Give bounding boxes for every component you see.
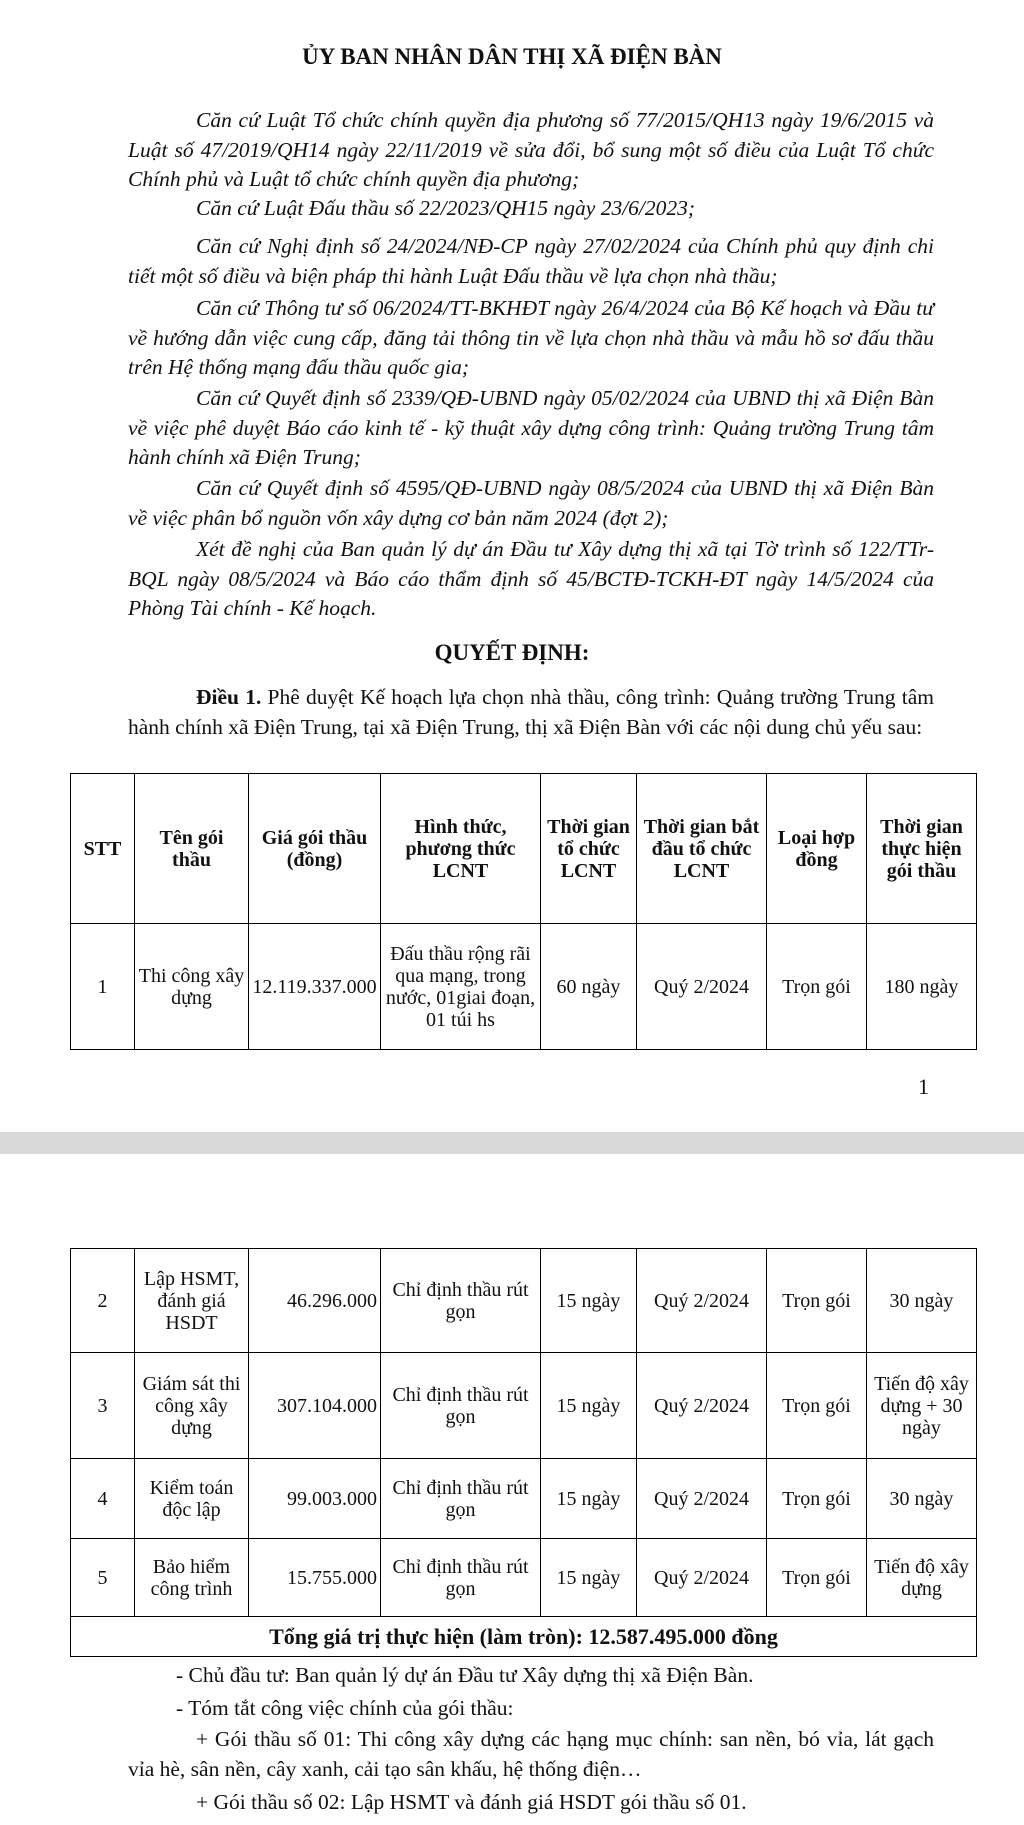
table-cell: Quý 2/2024: [637, 924, 767, 1050]
table-cell: Quý 2/2024: [637, 1539, 767, 1617]
table-cell: 2: [71, 1249, 135, 1353]
table-cell: Quý 2/2024: [637, 1353, 767, 1459]
table-cell: Tiến độ xây dựng + 30 ngày: [867, 1353, 977, 1459]
table-row: [71, 1539, 977, 1617]
page-separator: [0, 1132, 1024, 1154]
table-row: [71, 1353, 977, 1459]
table-cell: Thi công xây dựng: [135, 924, 249, 1050]
table-cell: 15 ngày: [541, 1459, 637, 1539]
table-cell: 5: [71, 1539, 135, 1617]
table-cell: 1: [71, 924, 135, 1050]
table-row: [71, 1249, 977, 1353]
table-cell: Trọn gói: [767, 924, 867, 1050]
after-table-line: - Tóm tắt công việc chính của gói thầu:: [176, 1696, 514, 1720]
preamble-paragraph: Xét đề nghị của Ban quản lý dự án Đầu tư Xây dựng thị xã tại Tờ trình số 122/TTr-BQL ngày 08/5/2024 và Báo cáo thẩm định số 45/BCTĐ-TCKH-ĐT ngày 14/5/2024 của Phòng Tài chính - Kế hoạch.: [128, 537, 934, 620]
table-cell: Tiến độ xây dựng: [867, 1539, 977, 1617]
column-header: Hình thức, phương thức LCNT: [381, 774, 541, 924]
article-1-label: Điều 1.: [196, 685, 262, 709]
column-header: Thời gian tổ chức LCNT: [541, 774, 637, 924]
preamble-paragraph: Căn cứ Luật Đấu thầu số 22/2023/QH15 ngày 23/6/2023;: [196, 196, 696, 220]
tender-plan-table-continued: [70, 1248, 977, 1657]
table-cell: 46.296.000: [249, 1249, 381, 1353]
after-table-line: - Chủ đầu tư: Ban quản lý dự án Đầu tư Xây dựng thị xã Điện Bàn.: [176, 1663, 754, 1687]
page-number: 1: [918, 1074, 929, 1099]
column-header: Giá gói thầu (đồng): [249, 774, 381, 924]
column-header: Tên gói thầu: [135, 774, 249, 924]
after-table-line: + Gói thầu số 02: Lập HSMT và đánh giá HSDT gói thầu số 01.: [196, 1790, 747, 1814]
table-cell: Quý 2/2024: [637, 1249, 767, 1353]
table-cell: 15 ngày: [541, 1539, 637, 1617]
table-cell: 15.755.000: [249, 1539, 381, 1617]
table-cell: 15 ngày: [541, 1353, 637, 1459]
table-cell: Bảo hiểm công trình: [135, 1539, 249, 1617]
column-header: Loại hợp đồng: [767, 774, 867, 924]
table-cell: 30 ngày: [867, 1249, 977, 1353]
preamble-paragraph: Căn cứ Luật Tổ chức chính quyền địa phương số 77/2015/QH13 ngày 19/6/2015 và Luật số 47/2019/QH14 ngày 22/11/2019 về sửa đổi, bổ sung một số điều của Luật Tổ chức Chính phủ và Luật tổ chức chính quyền địa phương;: [128, 108, 934, 191]
column-header: Thời gian bắt đầu tổ chức LCNT: [637, 774, 767, 924]
table-cell: Quý 2/2024: [637, 1459, 767, 1539]
table-cell: 4: [71, 1459, 135, 1539]
table-cell: Chỉ định thầu rút gọn: [381, 1249, 541, 1353]
document-page-2: [0, 1154, 1024, 1825]
table-cell: Đấu thầu rộng rãi qua mạng, trong nước, 01giai đoạn, 01 túi hs: [381, 924, 541, 1050]
table-cell: Trọn gói: [767, 1353, 867, 1459]
article-1: [128, 683, 934, 742]
table-cell: 99.003.000: [249, 1459, 381, 1539]
preamble-paragraph: Căn cứ Quyết định số 4595/QĐ-UBND ngày 08/5/2024 của UBND thị xã Điện Bàn về việc phân bổ nguồn vốn xây dựng cơ bản năm 2024 (đợt 2);: [128, 476, 934, 530]
column-header: Thời gian thực hiện gói thầu: [867, 774, 977, 924]
preamble-paragraph: Căn cứ Nghị định số 24/2024/NĐ-CP ngày 27/02/2024 của Chính phủ quy định chi tiết một số điều và biện pháp thi hành Luật Đấu thầu về lựa chọn nhà thầu;: [128, 234, 934, 288]
preamble-paragraph: Căn cứ Quyết định số 2339/QĐ-UBND ngày 05/02/2024 của UBND thị xã Điện Bàn về việc phê duyệt Báo cáo kinh tế - kỹ thuật xây dựng công trình: Quảng trường Trung tâm hành chính xã Điện Trung;: [128, 386, 934, 469]
table-cell: Chỉ định thầu rút gọn: [381, 1459, 541, 1539]
article-1-text: Phê duyệt Kế hoạch lựa chọn nhà thầu, công trình: Quảng trường Trung tâm hành chính xã Điện Trung, tại xã Điện Trung, thị xã Điện Bàn với các nội dung chủ yếu sau:: [128, 685, 935, 739]
after-table-line: + Gói thầu số 01: Thi công xây dựng các hạng mục chính: san nền, bó vỉa, lát gạch vỉa hè, sân nền, cây xanh, cải tạo sân khấu, hệ thống điện…: [128, 1727, 934, 1781]
table-cell: Kiểm toán độc lập: [135, 1459, 249, 1539]
table-cell: 30 ngày: [867, 1459, 977, 1539]
table-row: [71, 1459, 977, 1539]
tender-plan-table: [70, 773, 977, 1050]
table-cell: 12.119.337.000: [249, 924, 381, 1050]
table-cell: 60 ngày: [541, 924, 637, 1050]
table-cell: Giám sát thi công xây dựng: [135, 1353, 249, 1459]
preamble-paragraph: Căn cứ Thông tư số 06/2024/TT-BKHĐT ngày 26/4/2024 của Bộ Kế hoạch và Đầu tư về hướng dẫn việc cung cấp, đăng tải thông tin về lựa chọn nhà thầu và mẫu hồ sơ đấu thầu trên Hệ thống mạng đấu thầu quốc gia;: [128, 296, 934, 379]
table-cell: Trọn gói: [767, 1249, 867, 1353]
table-header-row: [71, 774, 977, 924]
column-header: STT: [71, 774, 135, 924]
table-row: [71, 924, 977, 1050]
table-total: Tổng giá trị thực hiện (làm tròn): 12.587.495.000 đồng: [71, 1617, 977, 1657]
decision-title: QUYẾT ĐỊNH:: [434, 640, 590, 665]
table-cell: 15 ngày: [541, 1249, 637, 1353]
table-cell: 307.104.000: [249, 1353, 381, 1459]
table-cell: Trọn gói: [767, 1459, 867, 1539]
table-cell: 180 ngày: [867, 924, 977, 1050]
table-total-row: [71, 1617, 977, 1657]
table-cell: Chỉ định thầu rút gọn: [381, 1353, 541, 1459]
agency-heading: ỦY BAN NHÂN DÂN THỊ XÃ ĐIỆN BÀN: [302, 44, 722, 69]
table-cell: Trọn gói: [767, 1539, 867, 1617]
table-cell: 3: [71, 1353, 135, 1459]
table-cell: Chỉ định thầu rút gọn: [381, 1539, 541, 1617]
table-cell: Lập HSMT, đánh giá HSDT: [135, 1249, 249, 1353]
